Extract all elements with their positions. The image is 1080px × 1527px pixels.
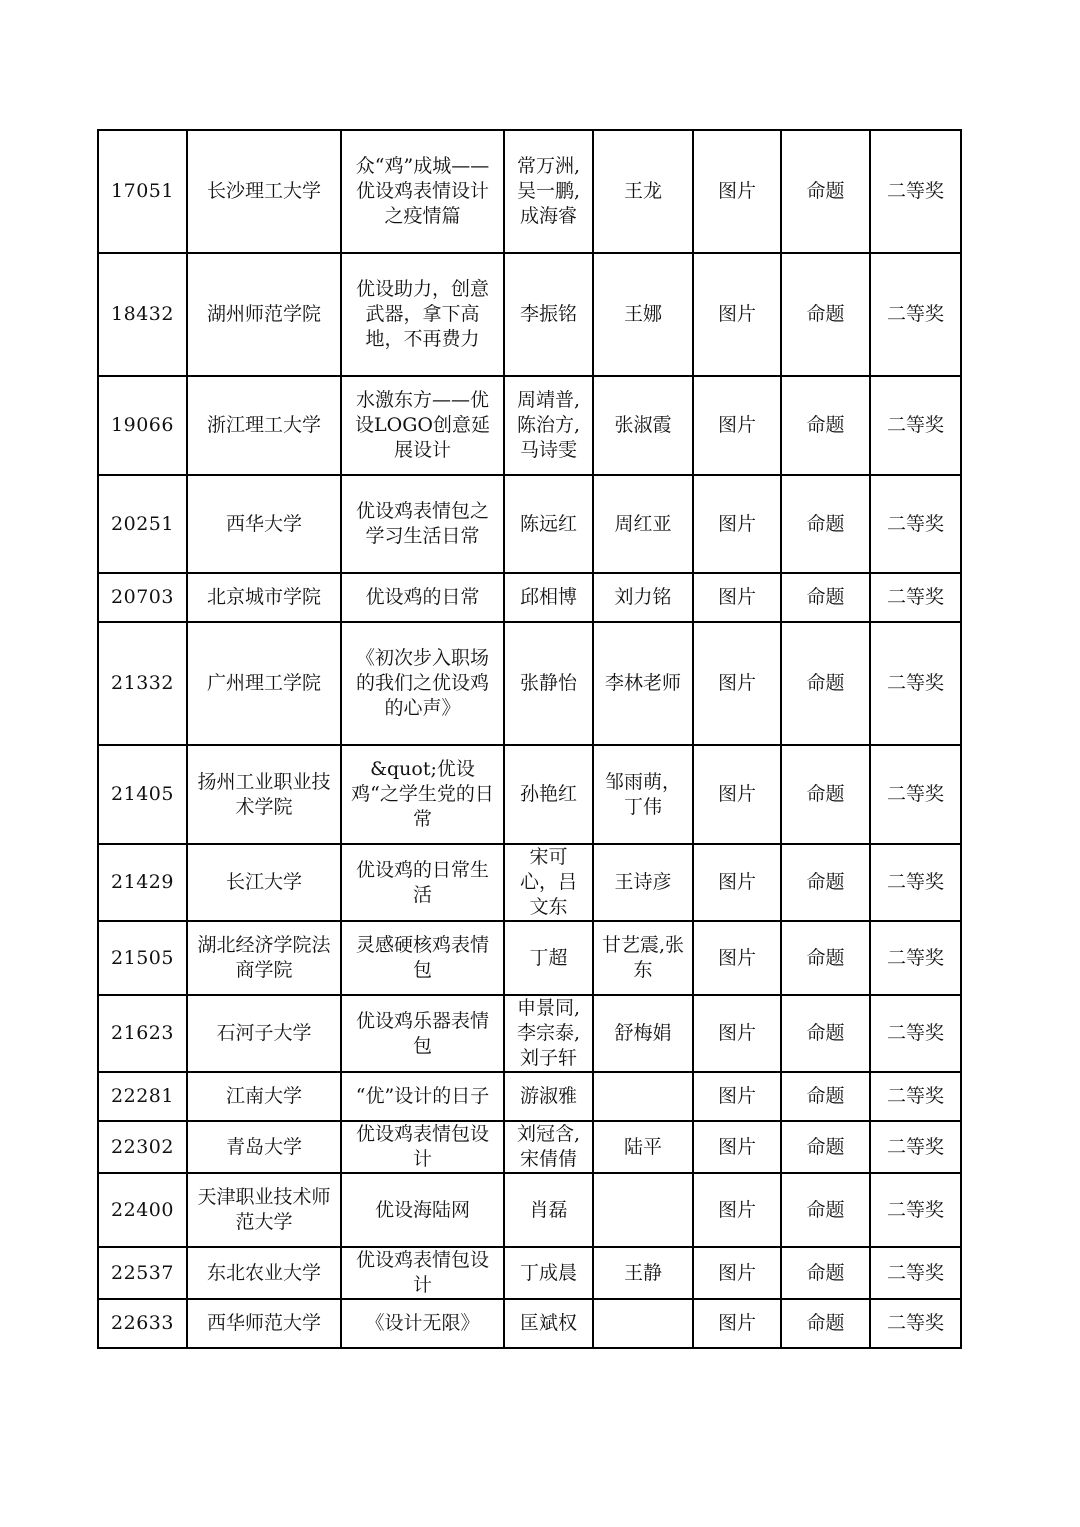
work-title-cell: &quot;优设鸡“之学生党的日常 [341, 745, 504, 844]
table-row [98, 745, 961, 844]
award-cell: 二等奖 [870, 130, 961, 253]
work-title-cell: “优”设计的日子 [341, 1072, 504, 1121]
school-cell: 青岛大学 [187, 1121, 341, 1173]
category-cell: 图片 [693, 622, 781, 745]
award-cell: 二等奖 [870, 745, 961, 844]
category-cell: 图片 [693, 1173, 781, 1247]
table-row [98, 844, 961, 921]
table-body [98, 130, 961, 1348]
school-cell: 江南大学 [187, 1072, 341, 1121]
category-cell: 图片 [693, 745, 781, 844]
type-cell: 命题 [781, 1173, 870, 1247]
authors-cell: 邱相博 [504, 573, 593, 622]
authors-cell: 肖磊 [504, 1173, 593, 1247]
award-cell: 二等奖 [870, 844, 961, 921]
advisor-cell [593, 1173, 693, 1247]
school-cell: 东北农业大学 [187, 1247, 341, 1299]
school-cell: 广州理工学院 [187, 622, 341, 745]
type-cell: 命题 [781, 253, 870, 376]
advisor-cell: 王静 [593, 1247, 693, 1299]
authors-cell: 刘冠含,宋倩倩 [504, 1121, 593, 1173]
authors-cell: 陈远红 [504, 475, 593, 573]
type-cell: 命题 [781, 1072, 870, 1121]
table-row [98, 1121, 961, 1173]
type-cell: 命题 [781, 1121, 870, 1173]
authors-cell: 丁超 [504, 921, 593, 995]
table-row [98, 475, 961, 573]
category-cell: 图片 [693, 475, 781, 573]
category-cell: 图片 [693, 1299, 781, 1348]
category-cell: 图片 [693, 253, 781, 376]
award-cell: 二等奖 [870, 253, 961, 376]
work-title-cell: 众“鸡”成城——优设鸡表情设计之疫情篇 [341, 130, 504, 253]
advisor-cell [593, 1299, 693, 1348]
school-cell: 西华大学 [187, 475, 341, 573]
awards-table [97, 129, 962, 1349]
table-row [98, 130, 961, 253]
school-cell: 北京城市学院 [187, 573, 341, 622]
category-cell: 图片 [693, 1121, 781, 1173]
advisor-cell: 王龙 [593, 130, 693, 253]
table-row [98, 1299, 961, 1348]
school-cell: 湖北经济学院法商学院 [187, 921, 341, 995]
authors-cell: 宋可心，吕文东 [504, 844, 593, 921]
award-cell: 二等奖 [870, 376, 961, 475]
record-id-cell: 22537 [98, 1247, 187, 1299]
work-title-cell: 优设海陆网 [341, 1173, 504, 1247]
type-cell: 命题 [781, 130, 870, 253]
award-cell: 二等奖 [870, 1247, 961, 1299]
record-id-cell: 22400 [98, 1173, 187, 1247]
award-cell: 二等奖 [870, 921, 961, 995]
award-cell: 二等奖 [870, 573, 961, 622]
category-cell: 图片 [693, 573, 781, 622]
table-row [98, 573, 961, 622]
advisor-cell: 舒梅娟 [593, 995, 693, 1072]
table-row [98, 921, 961, 995]
school-cell: 扬州工业职业技术学院 [187, 745, 341, 844]
category-cell: 图片 [693, 1247, 781, 1299]
type-cell: 命题 [781, 475, 870, 573]
award-cell: 二等奖 [870, 1299, 961, 1348]
type-cell: 命题 [781, 844, 870, 921]
record-id-cell: 21623 [98, 995, 187, 1072]
work-title-cell: 优设鸡表情包设计 [341, 1121, 504, 1173]
advisor-cell: 陆平 [593, 1121, 693, 1173]
type-cell: 命题 [781, 1247, 870, 1299]
table-row [98, 1072, 961, 1121]
school-cell: 长沙理工大学 [187, 130, 341, 253]
work-title-cell: 《设计无限》 [341, 1299, 504, 1348]
category-cell: 图片 [693, 1072, 781, 1121]
advisor-cell: 李林老师 [593, 622, 693, 745]
authors-cell: 申景同,李宗泰,刘子轩 [504, 995, 593, 1072]
work-title-cell: 灵感硬核鸡表情包 [341, 921, 504, 995]
award-cell: 二等奖 [870, 1173, 961, 1247]
school-cell: 西华师范大学 [187, 1299, 341, 1348]
authors-cell: 常万洲,吴一鹏,成海睿 [504, 130, 593, 253]
type-cell: 命题 [781, 1299, 870, 1348]
award-cell: 二等奖 [870, 1072, 961, 1121]
advisor-cell: 邹雨萌，丁伟 [593, 745, 693, 844]
authors-cell: 匡斌权 [504, 1299, 593, 1348]
advisor-cell: 王娜 [593, 253, 693, 376]
table-row [98, 253, 961, 376]
authors-cell: 周靖普,陈治方,马诗雯 [504, 376, 593, 475]
category-cell: 图片 [693, 921, 781, 995]
school-cell: 天津职业技术师范大学 [187, 1173, 341, 1247]
award-cell: 二等奖 [870, 1121, 961, 1173]
category-cell: 图片 [693, 376, 781, 475]
record-id-cell: 22302 [98, 1121, 187, 1173]
school-cell: 浙江理工大学 [187, 376, 341, 475]
award-cell: 二等奖 [870, 995, 961, 1072]
authors-cell: 孙艳红 [504, 745, 593, 844]
school-cell: 石河子大学 [187, 995, 341, 1072]
award-cell: 二等奖 [870, 622, 961, 745]
authors-cell: 游淑雅 [504, 1072, 593, 1121]
record-id-cell: 20703 [98, 573, 187, 622]
advisor-cell: 周红亚 [593, 475, 693, 573]
record-id-cell: 22281 [98, 1072, 187, 1121]
type-cell: 命题 [781, 376, 870, 475]
authors-cell: 张静怡 [504, 622, 593, 745]
table-row [98, 622, 961, 745]
record-id-cell: 22633 [98, 1299, 187, 1348]
record-id-cell: 18432 [98, 253, 187, 376]
type-cell: 命题 [781, 745, 870, 844]
type-cell: 命题 [781, 622, 870, 745]
work-title-cell: 优设鸡表情包设计 [341, 1247, 504, 1299]
advisor-cell: 王诗彦 [593, 844, 693, 921]
work-title-cell: 优设鸡的日常 [341, 573, 504, 622]
table-row [98, 1173, 961, 1247]
advisor-cell [593, 1072, 693, 1121]
work-title-cell: 优设鸡乐器表情包 [341, 995, 504, 1072]
school-cell: 湖州师范学院 [187, 253, 341, 376]
record-id-cell: 21429 [98, 844, 187, 921]
work-title-cell: 优设鸡表情包之学习生活日常 [341, 475, 504, 573]
work-title-cell: 优设鸡的日常生活 [341, 844, 504, 921]
table-row [98, 376, 961, 475]
record-id-cell: 21405 [98, 745, 187, 844]
authors-cell: 李振铭 [504, 253, 593, 376]
advisor-cell: 甘艺震,张东 [593, 921, 693, 995]
work-title-cell: 优设助力，创意武器，拿下高地，不再费力 [341, 253, 504, 376]
type-cell: 命题 [781, 921, 870, 995]
school-cell: 长江大学 [187, 844, 341, 921]
advisor-cell: 张淑霞 [593, 376, 693, 475]
record-id-cell: 21505 [98, 921, 187, 995]
record-id-cell: 17051 [98, 130, 187, 253]
category-cell: 图片 [693, 844, 781, 921]
category-cell: 图片 [693, 995, 781, 1072]
work-title-cell: 《初次步入职场的我们之优设鸡的心声》 [341, 622, 504, 745]
record-id-cell: 21332 [98, 622, 187, 745]
table-row [98, 1247, 961, 1299]
type-cell: 命题 [781, 573, 870, 622]
category-cell: 图片 [693, 130, 781, 253]
table-row [98, 995, 961, 1072]
advisor-cell: 刘力铭 [593, 573, 693, 622]
record-id-cell: 20251 [98, 475, 187, 573]
authors-cell: 丁成晨 [504, 1247, 593, 1299]
type-cell: 命题 [781, 995, 870, 1072]
record-id-cell: 19066 [98, 376, 187, 475]
award-cell: 二等奖 [870, 475, 961, 573]
work-title-cell: 水激东方——优设LOGO创意延展设计 [341, 376, 504, 475]
